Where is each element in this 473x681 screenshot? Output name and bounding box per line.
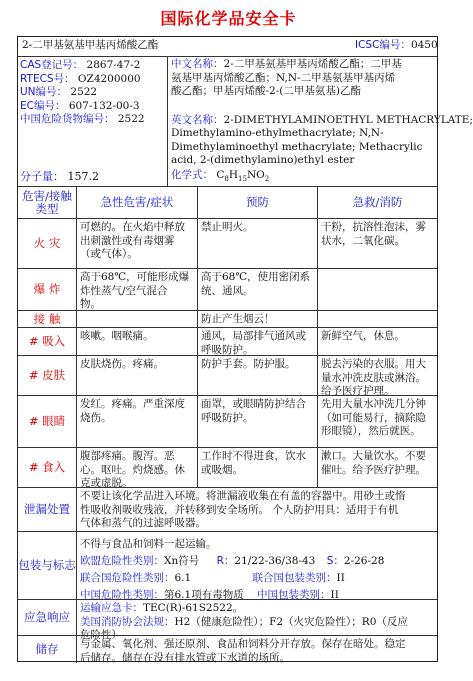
chinese-name-line: 中文名称：2-二甲基氨基甲基丙烯酸乙酯；二甲基 <box>171 58 402 70</box>
chemical-formula: 化学式： $C_8H_{15}NO_2$ <box>171 168 270 183</box>
hazard-acute-text: 高于68℃，可能形成爆 炸性蒸气/空气混合 物。 <box>76 269 197 310</box>
hazard-prevent-text: 防护手套。防护服。 <box>197 356 317 395</box>
identifier-list <box>18 57 145 186</box>
packaging-text: 不得与食品和饲料一起运输。 欧盟危险性类别：Xn符号 R：21/22-36/38-43 S：2-26-28 联合国危险性类别：6.1 联合国包装类别：II 中国危险性类别：第6.1项有毒物质 中国包装类别：II <box>76 532 437 599</box>
icsc-value: 0450 <box>410 39 438 51</box>
hazard-acute-text: 发红。疼痛。严重深度 烧伤。 <box>76 396 197 447</box>
icsc-number <box>355 39 438 56</box>
hazard-category: 接 触 <box>33 311 61 326</box>
name-block <box>167 57 473 186</box>
hazard-prevent-text: 面罩，或眼睛防护结合 呼吸防护。 <box>197 396 317 447</box>
hazard-row-exposure <box>18 310 437 327</box>
hazard-aid-text: 干粉，抗溶性泡沫，雾 状水，二氧化碳。 <box>317 219 437 268</box>
un-classification: 联合国危险性类别：6.1 联合国包装类别：II <box>80 572 345 584</box>
hazard-prevent-text: 高于68℃，使用密闭系 统、通风。 <box>197 269 317 310</box>
hazard-aid-text: 先用大量水冲洗几分钟 （如可能易行，摘除隐 形眼镜），然后就医。 <box>317 396 437 447</box>
hazard-row-fire <box>18 218 437 268</box>
hazard-category: # 眼睛 <box>28 414 66 428</box>
hazard-aid-text: 漱口。大量饮水。不要 催吐。给予医疗护理。 <box>317 448 437 487</box>
hazard-aid-text <box>317 269 437 310</box>
header-row <box>18 37 437 56</box>
hazard-aid-text <box>317 311 437 327</box>
eu-classification: 欧盟危险性类别：Xn符号 R：21/22-36/38-43 S：2-26-28 <box>80 555 385 567</box>
hazard-category: # 食入 <box>28 460 66 474</box>
emergency-label: 应急响应 <box>24 610 70 624</box>
icsc-label: ICSC编号： <box>355 39 411 51</box>
hazard-row-eyes <box>18 395 437 447</box>
hazard-row-explosion <box>18 268 437 310</box>
hazard-acute-text <box>76 311 197 327</box>
english-name-line: Dimethylamino-ethylmethacrylate; N,N- <box>171 127 384 139</box>
identity-block <box>18 56 473 186</box>
chinese-name-line: 酸乙酯；甲基丙烯酸-2-(二甲基氨基)乙酯 <box>171 85 361 97</box>
hazard-row-inhalation <box>18 327 437 355</box>
hazard-category: 火 灾 <box>33 236 61 250</box>
hazard-row-ingestion <box>18 447 437 487</box>
storage-row <box>18 635 437 663</box>
hazard-acute-text: 腹部疼痛。腹泻。恶 心。呕吐。灼烧感。休 克或虚脱。 <box>76 448 197 487</box>
cn-classification: 中国危险性类别：第6.1项有毒物质 中国包装类别：II <box>80 589 339 601</box>
english-name-line: 英文名称：2-DIMETHYLAMINOETHYL METHACRYLATE; <box>171 113 473 126</box>
hazard-prevent-text: 工作时不得进食，饮水 或吸烟。 <box>197 448 317 487</box>
un-number: UN编号： 2522 <box>20 86 98 98</box>
chemical-name: 2-二甲基氨基甲基丙烯酸乙酯 <box>22 39 159 51</box>
column-acute: 急性危害/症状 <box>76 187 197 218</box>
spill-label: 泄漏处置 <box>24 502 70 516</box>
hazard-acute-text: 皮肤烧伤。疼痛。 <box>76 356 197 395</box>
emergency-row <box>18 599 437 641</box>
molecular-weight: 分子量： 157.2 <box>20 170 99 183</box>
rtecs-number: RTECS号： OZ4200000 <box>20 72 141 85</box>
safety-card <box>17 36 473 664</box>
hazard-row-skin <box>18 355 437 395</box>
ec-number: EC编号： 607-132-00-3 <box>20 99 140 112</box>
cn-dangerous-goods-number: 中国危险货物编号： 2522 <box>20 113 145 125</box>
storage-text: 与金属、氧化剂、强还原剂、食品和饲料分开存放。保存在暗处。稳定 后储存。储存在没有排水管或下水道的场所。 <box>76 636 437 663</box>
column-first-aid: 急救/消防 <box>317 187 437 218</box>
english-name-line: acid, 2-(dimethylamino)ethyl ester <box>171 154 355 166</box>
column-header-row <box>18 186 437 218</box>
hazard-prevent-text: 通风，局部排气通风或 呼吸防护。 <box>197 328 317 355</box>
english-name-line: Dimethylaminoethyl methacrylate; Methacrylic <box>171 140 423 153</box>
hazard-prevent-text: 禁止明火。 <box>197 219 317 268</box>
hazard-category: 爆 炸 <box>33 282 61 296</box>
hazard-prevent-text: 防止产生烟云！ <box>197 311 317 327</box>
hazard-category: # 吸入 <box>28 334 66 348</box>
storage-label: 储存 <box>35 642 59 656</box>
chinese-name-line: 氨基甲基丙烯酸乙酯；N,N-二甲基氨基甲基丙烯 <box>171 71 396 84</box>
packaging-row <box>18 531 437 599</box>
hazard-aid-text: 新鲜空气，休息。 <box>317 328 437 355</box>
hazard-category: # 皮肤 <box>28 368 66 382</box>
hazard-acute-text: 可燃的。在火焰中释放 出刺激性或有毒烟雾 （或气体）。 <box>76 219 197 268</box>
spill-text: 不要让该化学品进入环境。将泄漏液收集在有盖的容器中。用砂土或惰 性吸收剂吸收残液，并转移到安全场所。 个人防护用具：适用于有机 气体和蒸气的过滤呼吸器。 <box>76 488 437 531</box>
cas-number: CAS登记号： 2867-47-2 <box>20 59 141 71</box>
emergency-text: 运输应急卡：TEC(R)-61S2522。 美国消防协会法规：H2（健康危险性）；F2（火灾危险性）；R0（反应 危险性） <box>76 600 437 635</box>
packaging-label: 包装与标志 <box>18 558 76 572</box>
card-title: 国际化学品安全卡 <box>160 9 297 28</box>
column-prevention: 预防 <box>197 187 317 218</box>
column-type: 危害/接触类型 <box>22 188 72 216</box>
hazard-acute-text: 咳嗽。咽喉痛。 <box>76 328 197 355</box>
hazard-aid-text: 脱去污染的衣服。用大 量水冲洗皮肤或淋浴。 给予医疗护理。 <box>317 356 437 395</box>
spill-row <box>18 487 437 531</box>
